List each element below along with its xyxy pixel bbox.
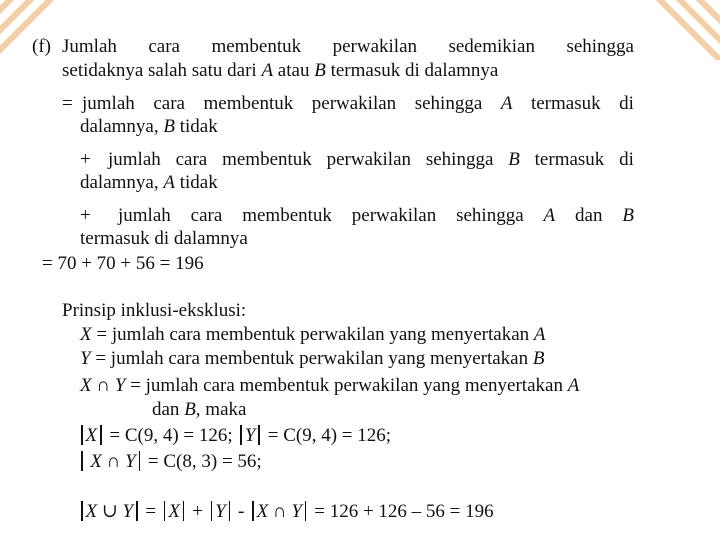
xy-definition: [80, 375, 579, 397]
abs-bar: [229, 501, 231, 521]
word: sehingga: [425, 149, 494, 170]
var-a: A: [163, 172, 175, 193]
word: di: [619, 93, 634, 114]
part-f-line2: [62, 60, 498, 82]
term2-line1: [108, 149, 634, 171]
word: membentuk: [242, 205, 332, 226]
xy-definition-cont: [152, 399, 246, 421]
term1-line2: [80, 116, 218, 138]
abs-bar: [305, 501, 307, 521]
final-equation: [78, 501, 494, 523]
word: dan: [575, 205, 603, 226]
word: sehingga: [566, 36, 634, 57]
var-x: X: [80, 324, 92, 345]
var-a: A: [261, 60, 274, 81]
text: dalamnya,: [80, 172, 164, 193]
abs-bar: [211, 501, 213, 521]
var-a: A: [533, 324, 546, 345]
intersection-symbol: ∩: [272, 501, 287, 522]
principle-heading: Prinsip inklusi-eksklusi:: [62, 300, 247, 321]
word: Jumlah: [62, 36, 117, 57]
term3-line2: termasuk di dalamnya: [80, 228, 248, 249]
term2-sign: +: [80, 149, 91, 170]
part-f-line1: [62, 36, 634, 58]
text: = jumlah cara membentuk perwakilan yang menyertakan: [91, 324, 534, 345]
corner-decoration-left: [0, 0, 60, 60]
text: = jumlah cara membentuk perwakilan yang menyertakan: [90, 348, 533, 369]
word: perwakilan: [326, 149, 412, 170]
term3-sign: +: [80, 205, 91, 226]
abs-bar: [139, 451, 141, 471]
word: cara: [153, 93, 185, 114]
var-x: X: [168, 501, 180, 522]
word: cara: [175, 149, 208, 170]
union-symbol: ∪: [101, 501, 118, 522]
text: setidaknya salah satu dari: [62, 60, 262, 81]
abs-bar: [252, 501, 254, 521]
term2-line2: [80, 172, 218, 194]
var-y: Y: [215, 501, 226, 522]
abs-bar: [258, 425, 260, 445]
term3-line1: [118, 205, 634, 227]
var-x: X: [90, 451, 102, 472]
word: termasuk: [530, 93, 601, 114]
word: perwakilan: [332, 36, 417, 57]
text: , maka: [195, 399, 247, 420]
term1-sign: =: [62, 93, 73, 114]
word: membentuk: [222, 149, 312, 170]
word: termasuk: [534, 149, 605, 170]
word: jumlah: [108, 149, 161, 170]
y-definition: [80, 348, 544, 370]
text: = C(9, 4) = 126;: [104, 425, 238, 446]
abs-bar: [183, 501, 185, 521]
abs-bar: [136, 501, 138, 521]
abs-bar: [81, 501, 83, 521]
word: membentuk: [211, 36, 302, 57]
text: = C(9, 4) = 126;: [262, 425, 392, 446]
sum-line: = 70 + 70 + 56 = 196: [42, 253, 204, 274]
text: =: [140, 501, 161, 522]
term1-line1: [82, 93, 634, 115]
var-b: B: [532, 348, 545, 369]
var-x: X: [80, 375, 92, 396]
var-y: Y: [291, 501, 302, 522]
text: termasuk di dalamnya: [325, 60, 499, 81]
var-y: Y: [244, 425, 256, 446]
abs-bar: [240, 425, 242, 445]
var-a: A: [543, 205, 556, 226]
abs-bar: [81, 425, 83, 445]
var-b: B: [314, 60, 326, 81]
var-b: B: [508, 149, 520, 170]
text: tidak: [174, 172, 218, 193]
abs-bar: [100, 425, 102, 445]
abs-bar: [81, 451, 83, 471]
text: = jumlah cara membentuk perwakilan yang menyertakan: [125, 375, 568, 396]
text: tidak: [174, 116, 218, 137]
text: +: [187, 501, 208, 522]
intersection-symbol: ∩: [106, 451, 121, 472]
text: = C(8, 3) = 56;: [143, 451, 262, 472]
part-label: (f): [32, 36, 51, 57]
word: sedemikian: [448, 36, 535, 57]
word: perwakilan: [351, 205, 437, 226]
var-y: Y: [122, 501, 134, 522]
word: sehingga: [456, 205, 524, 226]
x-definition: [80, 324, 546, 346]
var-a: A: [567, 375, 580, 396]
text: -: [233, 501, 250, 522]
calc-line2: [78, 451, 262, 473]
word: jumlah: [118, 205, 171, 226]
word: cara: [148, 36, 180, 57]
var-b: B: [622, 205, 634, 226]
abs-bar: [164, 501, 166, 521]
var-b: B: [184, 399, 196, 420]
text: = 126 + 126 – 56 = 196: [309, 501, 494, 522]
word: jumlah: [82, 93, 135, 114]
text: dalamnya,: [80, 116, 164, 137]
word: perwakilan: [311, 93, 397, 114]
var-x: X: [256, 501, 269, 522]
text: dan: [152, 399, 185, 420]
var-y: Y: [80, 348, 91, 369]
calc-line1: [78, 425, 391, 447]
var-y: Y: [114, 375, 126, 396]
word: membentuk: [203, 93, 294, 114]
corner-decoration-right: [630, 0, 720, 60]
word: sehingga: [414, 93, 483, 114]
var-x: X: [85, 425, 98, 446]
var-x: X: [85, 501, 98, 522]
word: di: [619, 149, 634, 170]
text: atau: [273, 60, 315, 81]
var-a: A: [500, 93, 513, 114]
intersection-symbol: ∩: [96, 375, 111, 396]
var-b: B: [163, 116, 175, 137]
var-y: Y: [125, 451, 136, 472]
word: cara: [190, 205, 223, 226]
